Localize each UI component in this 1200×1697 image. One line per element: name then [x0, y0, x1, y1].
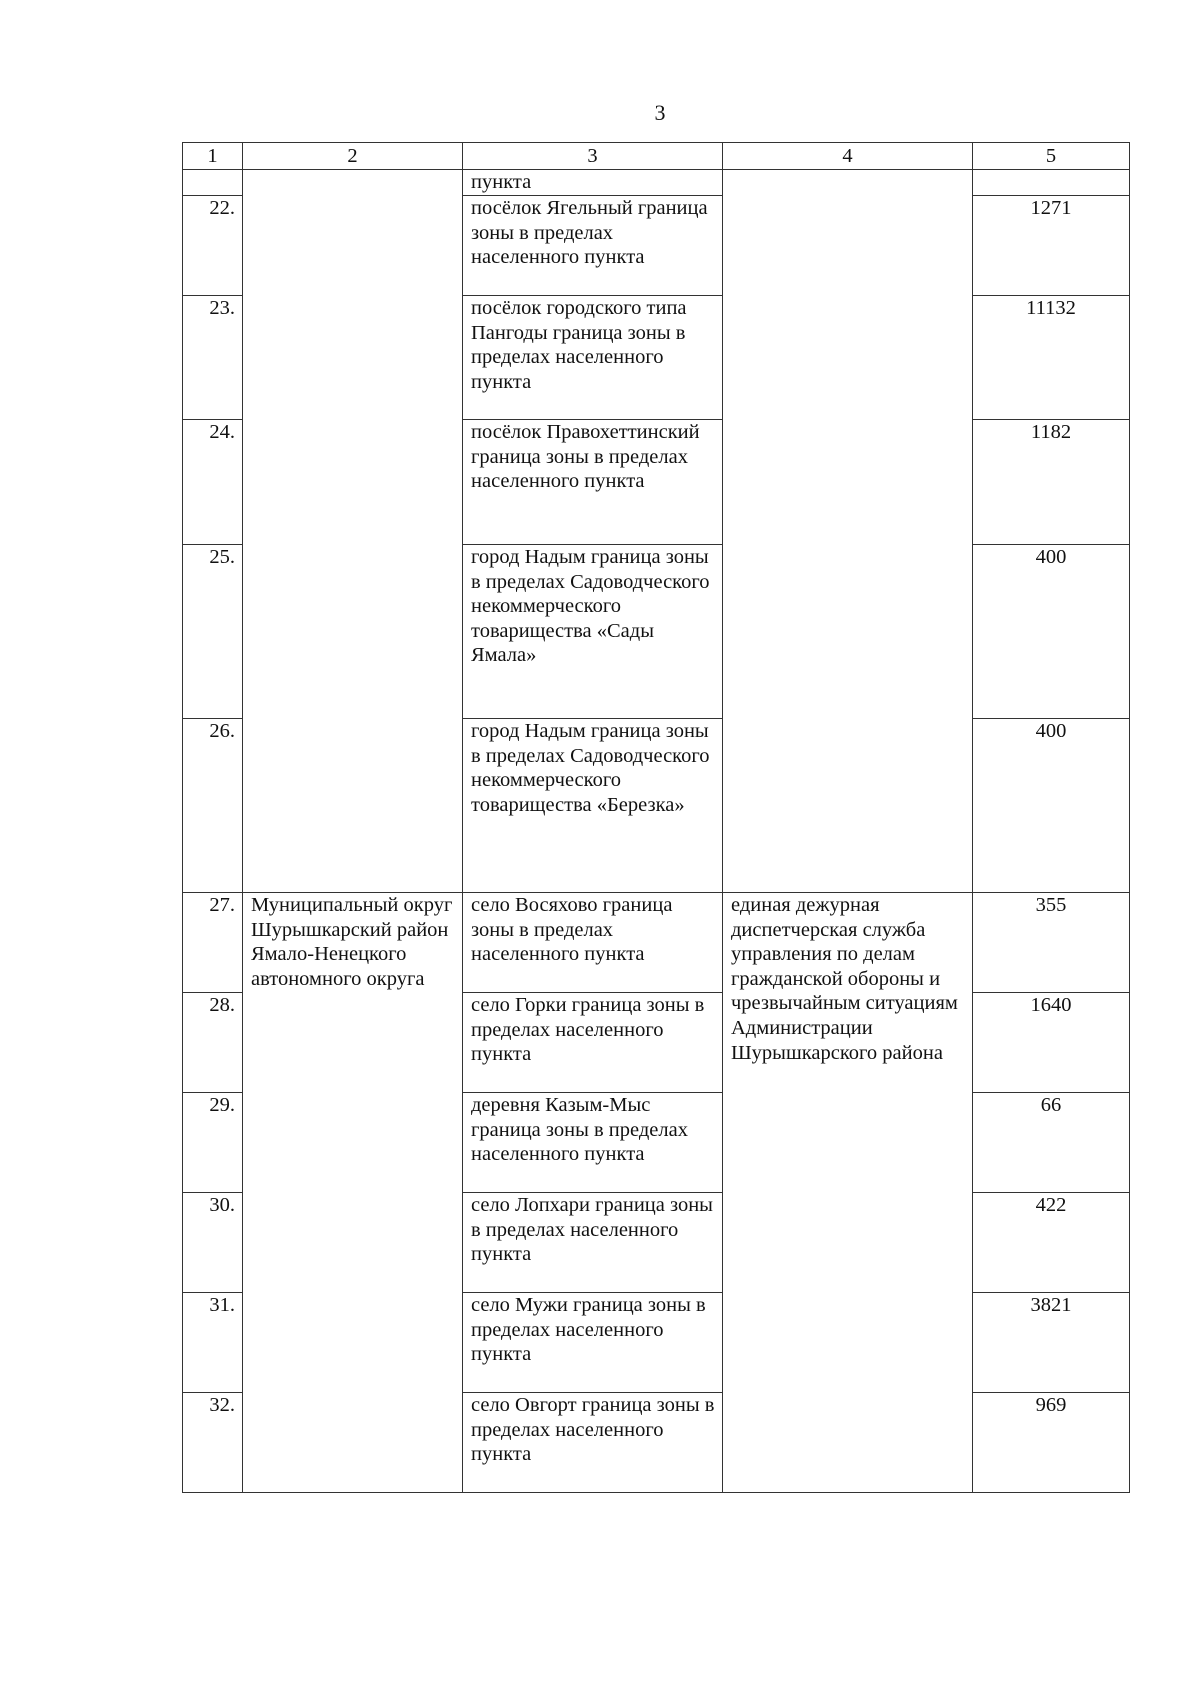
zone-value: 1271	[973, 196, 1130, 296]
zone-name: село Горки граница зоны в пределах населенного пункта	[463, 993, 723, 1093]
column-header: 5	[973, 143, 1130, 170]
zone-value: 1182	[973, 420, 1130, 545]
zone-value: 400	[973, 545, 1130, 719]
page-number: 3	[654, 100, 666, 125]
zone-value: 422	[973, 1193, 1130, 1293]
table-header-row	[183, 143, 1130, 170]
row-number: 29.	[183, 1093, 243, 1193]
service-cell	[723, 170, 973, 893]
column-header: 2	[243, 143, 463, 170]
service-cell: единая дежурная диспетчерская служба управления по делам гражданской обороны и чрезвычайным ситуациям Администрации Шурышкарского района	[723, 893, 973, 1493]
row-number: 26.	[183, 719, 243, 893]
zone-value: 355	[973, 893, 1130, 993]
zone-value: 400	[973, 719, 1130, 893]
row-number: 27.	[183, 893, 243, 993]
zone-name: село Овгорт граница зоны в пределах населенного пункта	[463, 1393, 723, 1493]
row-number	[183, 170, 243, 196]
row-number: 22.	[183, 196, 243, 296]
row-number: 32.	[183, 1393, 243, 1493]
zones-table	[182, 142, 1130, 1493]
column-header: 3	[463, 143, 723, 170]
municipality-cell	[243, 170, 463, 893]
zone-name: посёлок Ягельный граница зоны в пределах населенного пункта	[463, 196, 723, 296]
row-number: 24.	[183, 420, 243, 545]
zone-value: 66	[973, 1093, 1130, 1193]
zone-value: 3821	[973, 1293, 1130, 1393]
column-header: 1	[183, 143, 243, 170]
row-number: 30.	[183, 1193, 243, 1293]
municipality-cell: Муниципальный округ Шурышкарский район Ямало-Ненецкого автономного округа	[243, 893, 463, 1493]
zone-name: город Надым граница зоны в пределах Садоводческого некоммерческого товарищества «Сады Ямала»	[463, 545, 723, 719]
row-number: 25.	[183, 545, 243, 719]
row-number: 31.	[183, 1293, 243, 1393]
zone-value: 969	[973, 1393, 1130, 1493]
zone-name: посёлок Правохеттинский граница зоны в пределах населенного пункта	[463, 420, 723, 545]
zone-value: 11132	[973, 296, 1130, 420]
zone-name: деревня Казым-Мыс граница зоны в пределах населенного пункта	[463, 1093, 723, 1193]
zone-name: посёлок городского типа Пангоды граница зоны в пределах населенного пункта	[463, 296, 723, 420]
zone-name: село Лопхари граница зоны в пределах населенного пункта	[463, 1193, 723, 1293]
column-header: 4	[723, 143, 973, 170]
table-row	[183, 893, 1130, 993]
table-row	[183, 170, 1130, 196]
zone-value	[973, 170, 1130, 196]
zone-name: пункта	[463, 170, 723, 196]
row-number: 28.	[183, 993, 243, 1093]
row-number: 23.	[183, 296, 243, 420]
zone-name: село Восяхово граница зоны в пределах населенного пункта	[463, 893, 723, 993]
zone-value: 1640	[973, 993, 1130, 1093]
zone-name: город Надым граница зоны в пределах Садоводческого некоммерческого товарищества «Березка»	[463, 719, 723, 893]
zone-name: село Мужи граница зоны в пределах населенного пункта	[463, 1293, 723, 1393]
